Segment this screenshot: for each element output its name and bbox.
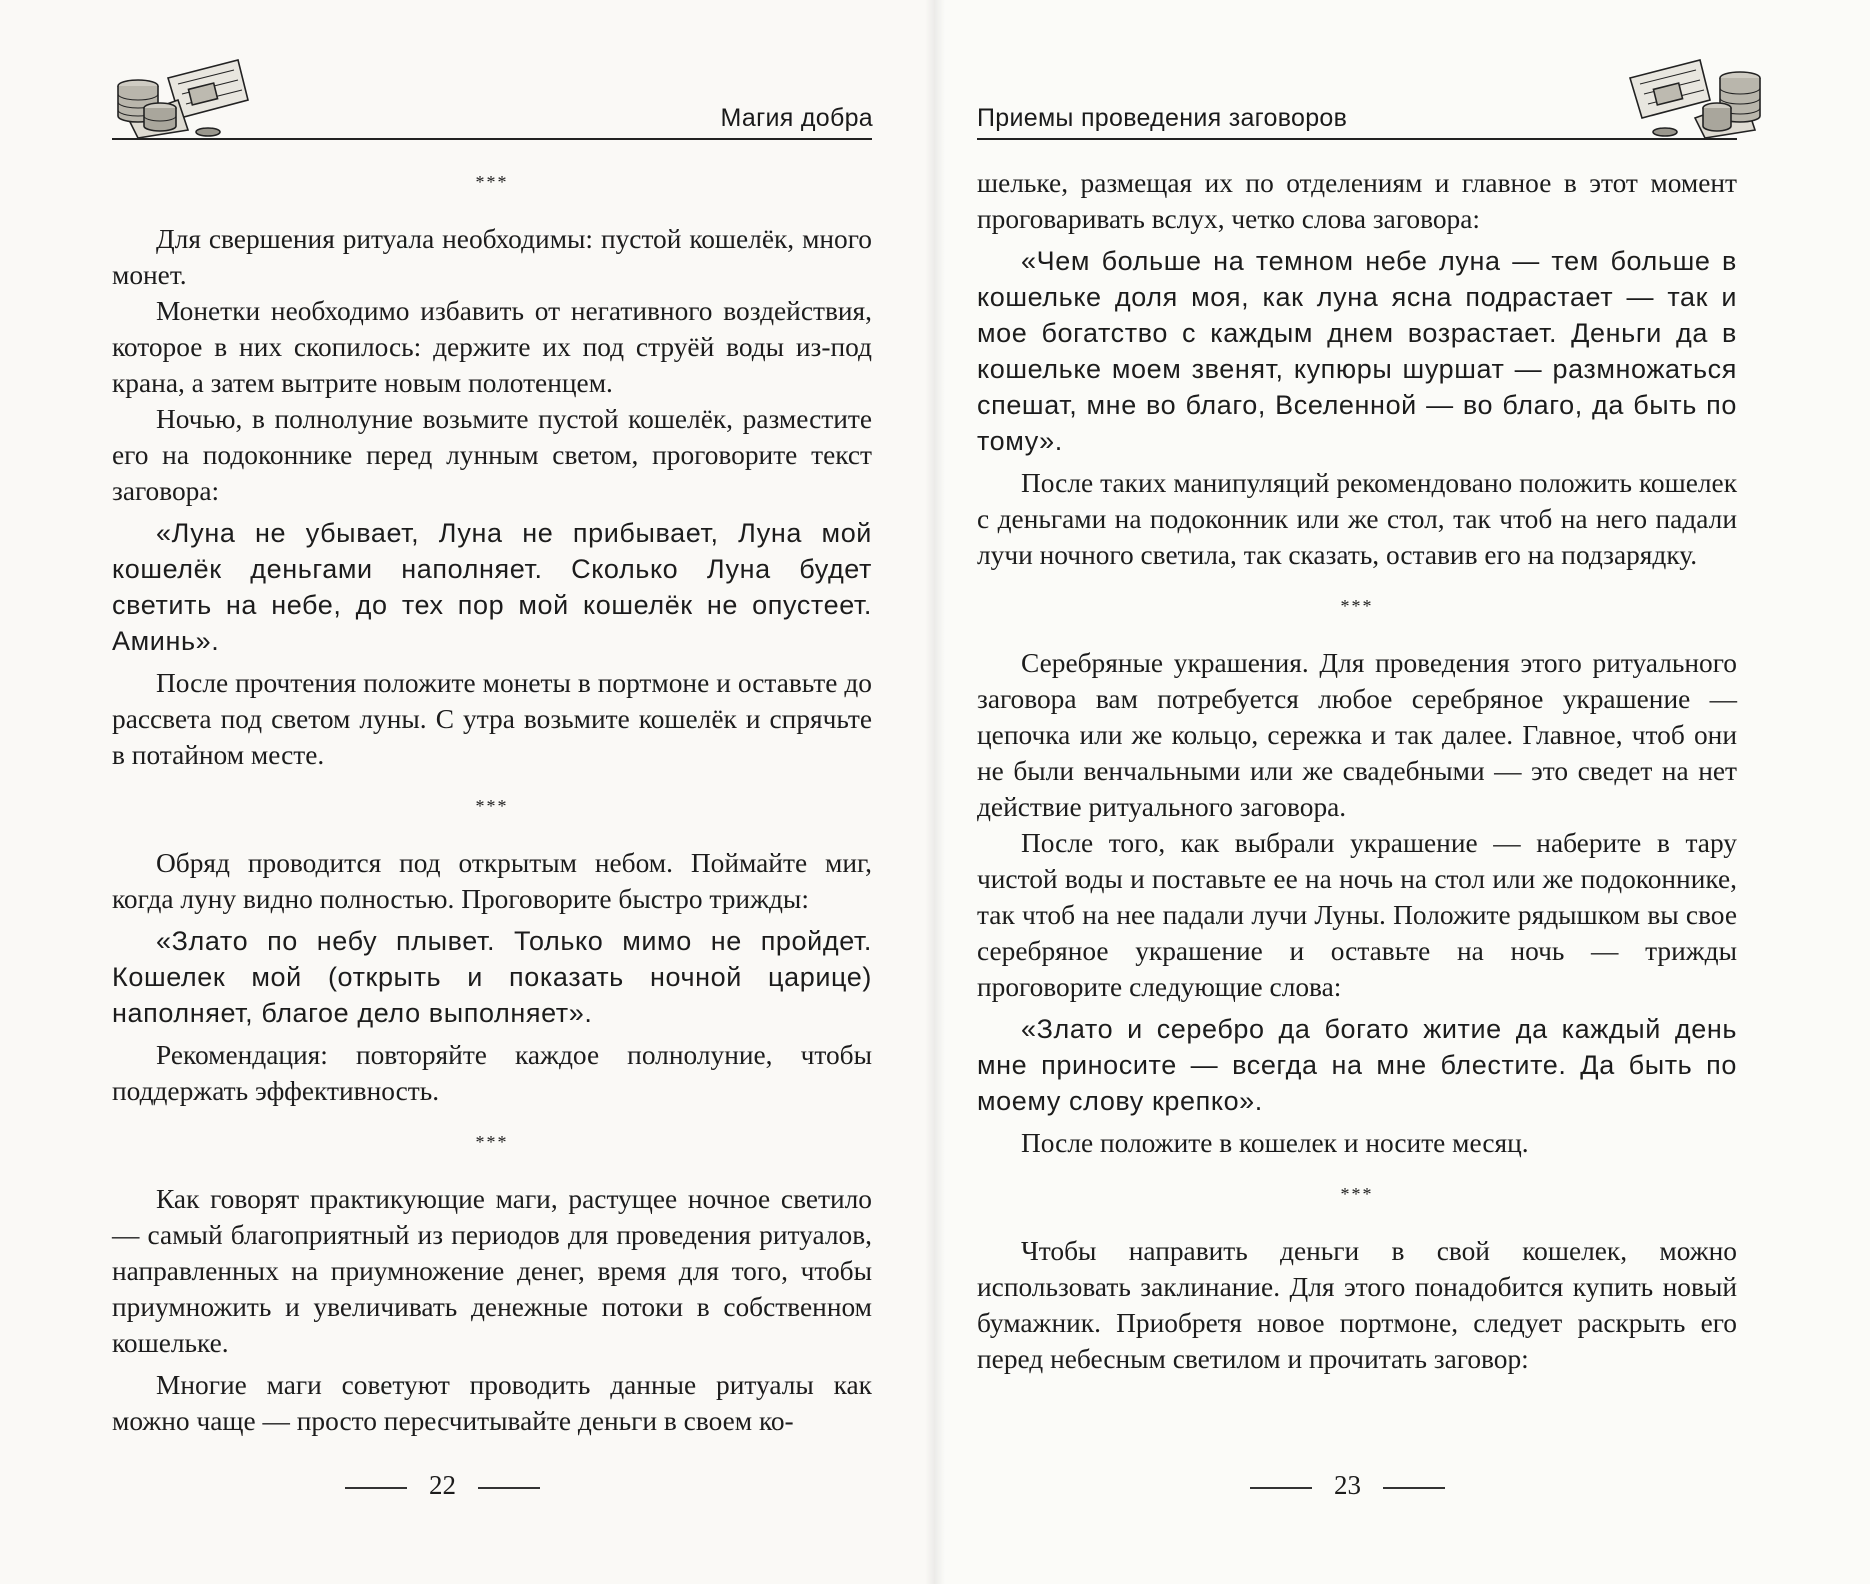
paragraph: Серебряные украшения. Для проведения этого ритуального заговора вам потребуется любое серебряное украшение — цепочка или же кольцо, сережка и так далее. Главное, чтоб они не были венчальными или же свадебными — это сведет на нет действие ритуального заговора. (977, 648, 1737, 822)
left-body-text (112, 165, 872, 1439)
money-stack-icon (1625, 48, 1770, 140)
header-rule (112, 138, 872, 140)
paragraph: После прочтения положите монеты в портмоне и оставьте до рассвета под светом луны. С утра возьмите кошелёк и спрячьте в потайном месте. (112, 668, 872, 770)
paragraph: Многие маги советуют проводить данные ритуалы как можно чаще — просто пересчитывайте деньги в своем ко- (112, 1370, 872, 1436)
money-stack-icon (108, 48, 253, 140)
folio-dash (1250, 1487, 1312, 1489)
incantation-quote: «Злато по небу плывет. Только мимо не пройдет. Кошелек мой (открыть и показать ночной царице) наполняет, благое дело выполняет». (112, 926, 872, 1028)
section-separator: *** (475, 172, 509, 192)
right-page (935, 0, 1870, 1584)
folio-dash (478, 1487, 540, 1489)
paragraph: Рекомендация: повторяйте каждое полнолуние, чтобы поддержать эффективность. (112, 1040, 872, 1106)
page-number-value: 23 (1334, 1470, 1361, 1500)
section-separator: *** (475, 796, 509, 816)
paragraph: Обряд проводится под открытым небом. Поймайте миг, когда луну видно полностью. Проговорите быстро трижды: (112, 848, 872, 914)
folio-dash (1383, 1487, 1445, 1489)
paragraph: Монетки необходимо избавить от негативного воздействия, которое в них скопилось: держите их под струёй воды из-под крана, а затем вытрите новым полотенцем. (112, 296, 872, 398)
running-title: Приемы проведения заговоров (977, 104, 1348, 132)
incantation-quote: «Чем больше на темном небе луна — тем больше в кошельке доля моя, как луна ясна подрастает — так и мое богатство с каждым днем возрастает. Деньги да в кошельке моем звенят, купюры шуршат — размножаться спешат, мне во благо, Вселенной — во благо, да быть по тому». (977, 246, 1737, 456)
section-separator: *** (1340, 1184, 1374, 1204)
page-number-value: 22 (429, 1470, 456, 1500)
header-rule (977, 138, 1737, 140)
page-number (880, 1470, 1815, 1501)
incantation-quote: «Злато и серебро да богато житие да каждый день мне приносите — всегда на мне блестите. Да быть по моему слову крепко». (977, 1014, 1737, 1116)
paragraph: Ночью, в полнолуние возьмите пустой кошелёк, разместите его на подоконнике перед лунным светом, проговорите текст заговора: (112, 404, 872, 506)
incantation-quote: «Луна не убывает, Луна не прибывает, Луна мой кошелёк деньгами наполняет. Сколько Луна будет светить на небе, до тех пор мой кошелёк не опустеет. Аминь». (112, 518, 872, 656)
paragraph: После того, как выбрали украшение — наберите в тару чистой воды и поставьте ее на ночь на стол или же подоконнике, так чтоб на нее падали лучи Луны. Положите рядышком вы свое серебряное украшение и оставьте на ночь — трижды проговорите следующие слова: (977, 828, 1737, 1002)
folio-dash (345, 1487, 407, 1489)
running-title: Магия добра (720, 104, 873, 132)
section-separator: *** (1340, 596, 1374, 616)
right-body-text (977, 165, 1737, 1377)
paragraph: Как говорят практикующие маги, растущее ночное светило — самый благоприятный из периодов для проведения ритуалов, направленных на приумножение денег, время для того, чтобы приумножить и увеличивать денежные потоки в собственном кошельке. (112, 1184, 872, 1358)
page-number (0, 1470, 910, 1501)
book-gutter (925, 0, 945, 1584)
paragraph-continued: шельке, размещая их по отделениям и главное в этот момент проговаривать вслух, четко слова заговора: (977, 168, 1737, 234)
paragraph: После таких манипуляций рекомендовано положить кошелек с деньгами на подоконник или же стол, так чтоб на него падали лучи ночного светила, так сказать, оставив его на подзарядку. (977, 468, 1737, 570)
section-separator: *** (475, 1132, 509, 1152)
paragraph: Чтобы направить деньги в свой кошелек, можно использовать заклинание. Для этого понадобится купить новый бумажник. Приобретя новое портмоне, следует раскрыть его перед небесным светилом и прочитать заговор: (977, 1236, 1737, 1374)
paragraph: После положите в кошелек и носите месяц. (1021, 1128, 1529, 1158)
paragraph: Для свершения ритуала необходимы: пустой кошелёк, много монет. (112, 224, 872, 290)
